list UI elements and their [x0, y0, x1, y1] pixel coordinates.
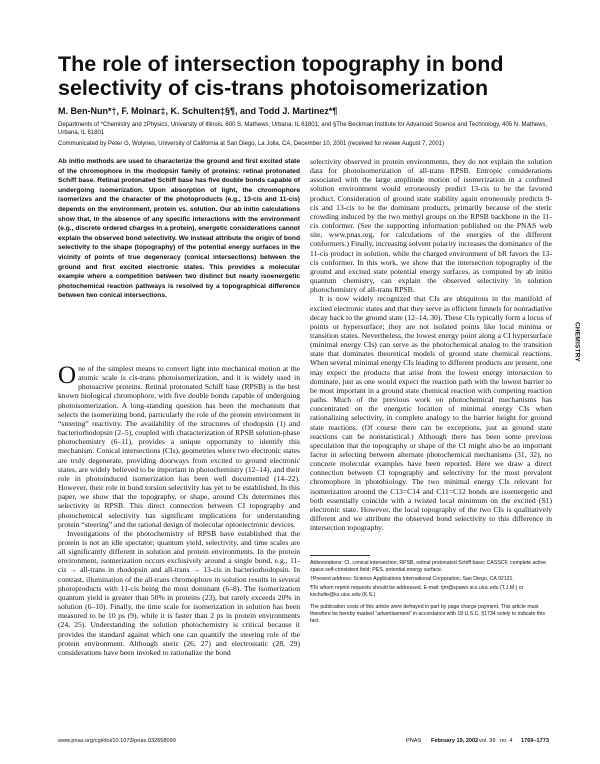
- section-tab: [568, 283, 586, 400]
- footnote-reprint: ¶To whom reprint requests should be addressed. E-mail: tjm@spawn.scs.uiuc.edu (T.J.M.) or kschulte@ks.uiuc.edu (K.S.).: [310, 585, 524, 598]
- author-list: M. Ben-Nun*†, F. Molnar‡, K. Schulten‡§¶, and Todd J. Martinez*¶: [58, 106, 338, 116]
- left-column: [58, 364, 300, 657]
- section-tab-label: CHEMISTRY: [573, 321, 581, 362]
- footer-date: February 19, 2002: [431, 738, 479, 744]
- affiliations: Departments of *Chemistry and ‡Physics, University of Illinois, 600 S. Mathews, Urbana, IL 61801; and §The Beckman Institute for Advanced Science and Technology, 405 N. Mathews, Urbana, IL 61801: [58, 122, 548, 136]
- footnote-abbreviations: Abbreviations: CI, conical intersection; RPSB, retinal protonated Schiff base; CASSCF, complete active space self-consistent field; PES, potential energy surface.: [310, 560, 547, 573]
- footnote-rule: [310, 555, 370, 556]
- communication-note: Communicated by Peter G. Wolynes, University of California at San Diego, La Jolla, CA, December 10, 2001 (received for review August 7, 2001): [58, 141, 445, 147]
- drop-cap: O: [58, 362, 77, 389]
- abstract: Ab initio methods are used to characterize the ground and first excited state of the chromophore in the rhodopsin family of proteins: retinal protonated Schiff base. Retinal protonated Schiff base has five double bonds capable of undergoing isomerization. Upon absorption of light, the chromophore isomerizes and the character of the photoproducts (e.g., 13-cis and 11-cis) depends on the environment, protein vs. solution. Our ab initio calculations show that, in the absence of any specific interactions with the environment (e.g., discrete ordered charges in a protein), energetic considerations cannot explain the observed bond selectivity. We instead attribute the origin of bond selectivity to the shape (topography) of the potential energy surfaces in the vicinity of points of true degeneracy (conical intersections) between the ground and first excited electronic states. This provides a molecular example where a competition between two distinct but nearly isoenergetic photochemical reaction pathways is resolved by a topographical difference between two conical intersections.: [58, 158, 300, 300]
- body-paragraph: selectivity observed in protein environments, they do not explain the solution data for photoisomerization of all-trans RPSB. Entropic considerations associated with the large amplitude motion of isomerization in a confined solution environment would erroneously predict 13-cis to be the favored product. Consideration of ground state stability again erroneously predicts 9-cis and 13-cis to be the dominant products, primarily because of the steric crowding induced by the two methyl groups on the RPSB backbone in the 11-cis conformer. (See the supporting information published on the PNAS web site, www.pnas.org, for calculations of the energies of the different conformers.) Finally, increasing solvent polarity increases the dominance of the 11-cis product in solution, while the charged environment of bR favors the 13-cis conformer. In this work, we show that the intersection topography of the ground and excited state potential energy surfaces, as computed by ab initio quantum chemistry, can explain the observed selectivity in solution photochemistry of all-trans RPSB.: [310, 157, 552, 295]
- right-column: [310, 157, 552, 532]
- footer-volume: vol. 99: [479, 738, 496, 744]
- footnote-present-address: †Present address: Science Applications International Corporation, San Diego, CA 92121.: [310, 576, 514, 582]
- footnote-publication-costs: The publication costs of this article were defrayed in part by page charge payment. This article must therefore be hereby marked “advertisement” in accordance with 18 U.S.C. §1734 solely to indicate this fact.: [310, 604, 546, 624]
- intro-text: ne of the simplest means to convert light into mechanical motion at the atomic scale is cis-trans photoisomerization, and it is widely used in photoactive proteins. Retinal protonated Schiff base (RPSB) is the best known biological chromophore, with five double bonds capable of undergoing photoisomerization. A long-standing question has been the mechanism that selects the isomerizing bond, particularly the role of the protein environment in “steering” reactivity. The availability of the structures of rhodopsin (1) and bacteriorhodopsin (2–5), coupled with characterization of RPSB solution-phase photochemistry (6–11), provides a unique opportunity to identify this mechanism. Conical intersections (CIs), geometries where two electronic states are truly degenerate, providing doorways from excited to ground electronic states, are widely believed to be important in photochemistry (12–14), and their role in photoinduced isomerization has been well documented (14–22). However, their role in bond torsion selectivity has yet to be established. In this paper, we show that the topography, or shape, around CIs determines this selectivity in RPSB. This direct connection between CI topography and photochemical selectivity has significant implications for understanding protein “steering” and the rational design of molecular optoelectronic devices.: [58, 364, 300, 529]
- footnotes: [310, 560, 552, 627]
- intro-paragraph: [58, 364, 300, 529]
- footer-issue: no. 4: [500, 738, 513, 744]
- body-paragraph: It is now widely recognized that CIs are ubiquitous in the manifold of excited electronic states and that they serve as efficient funnels for nonradiative decay back to the ground state (12–14, 30). These CIs typically form a locus of points or hypersurface; they are not isolated points like local minima or transition states. Nevertheless, the lowest energy point along a CI hypersurface (minimal energy CIs) can serve as the photochemical analog to the transition state that dominates theoretical models of ground state chemical reactions. When several minimal energy CIs leading to different products are present, one may expect the products that arise from the lowest energy intersection to dominate, just as one would expect the reaction path with the lowest barrier to be most important in a ground state chemical reaction with competing reaction paths. Much of the previous work on photochemical mechanisms has concentrated on the energetic location of minimal energy CIs when rationalizing selectivity, in complete analogy to the barrier height for ground state reactions. (Of course there can be exceptions, just as ground state reactions can be nonstatistical.) Although there has been some previous speculation that the topography or shape of the CI might also be an important factor in selecting between alternate photochemical mechanisms (31, 32), no concrete molecular examples have been reported. Here we draw a direct connection between CI topography and selectivity for the most prevalent chromophore in photobiology. The two minimal energy CIs relevant for isomerization around the C13=C14 and C11=C12 bonds are isoenergetic and both essentially coincide with a twisted local minimum on the excited (S1) electronic state. However, the local topography of the two CIs is qualitatively different and we attribute the observed bond selectivity to this difference in intersection topography.: [310, 294, 552, 533]
- footer-journal: PNAS: [406, 738, 422, 744]
- footer-pages: 1769–1773: [521, 738, 549, 744]
- footer-doi: www.pnas.org/cgi/doi/10.1073/pnas.032658099: [58, 738, 176, 744]
- body-paragraph: Investigations of the photochemistry of RPSB have established that the protein is not an idle spectator; quantum yield, selectivity, and time scales are all significantly different in solution and protein environments. In the protein environment, isomerization occurs exclusively around a single bond, e.g., 11-cis → all-trans in rhodopsin and all-trans → 13-cis in bacteriorhodopsin. In contrast, illumination of the all-trans chromophore in solution results in several photoproducts with 11-cis being the most dominant (6–8). The isomerization quantum yield is greater than 50% in proteins (23), but rarely exceeds 20% in solution (6–10). Finally, the time scale for isomerization in solution has been measured to be 10 ps (9), while it is faster than 2 ps in protein environments (24, 25). Understanding the solution photochemistry is critical because it provides the standard against which one can quantify the steering role of the protein environment. Although steric (26, 27) and electrostatic (28, 29) considerations have been invoked to rationalize the bond: [58, 528, 300, 657]
- article-title: The role of intersection topography in bond selectivity of cis-trans photoisomerization: [58, 52, 504, 100]
